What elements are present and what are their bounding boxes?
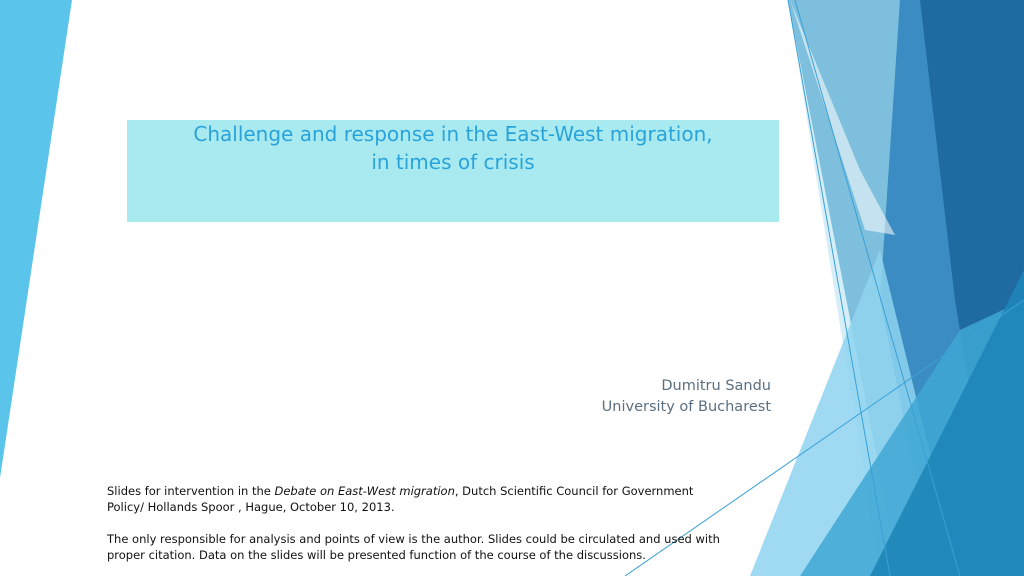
author-block — [602, 376, 771, 418]
author-name: Dumitru Sandu — [661, 378, 771, 394]
note1-prefix: Slides for intervention in the — [107, 484, 275, 498]
title-line-1: Challenge and response in the East-West migration, — [193, 122, 713, 146]
author-affiliation: University of Bucharest — [601, 399, 771, 415]
left-blue-wedge — [0, 0, 72, 478]
title-line-2: in times of crisis — [371, 150, 535, 174]
title-box — [127, 120, 779, 222]
note1-suffix: , Dutch Scientific Council for Government Policy/ Hollands Spoor , Hague, October 10, 2013. — [107, 484, 694, 514]
note-paragraph-1 — [107, 483, 727, 515]
note1-italic: Debate on East-West migration — [274, 484, 455, 498]
note-paragraph-2: The only responsible for analysis and points of view is the author. Slides could be circulated and used with proper citation. Data on the slides will be presented function of the course of the discussions. — [107, 532, 720, 562]
slide-notes — [107, 483, 727, 563]
